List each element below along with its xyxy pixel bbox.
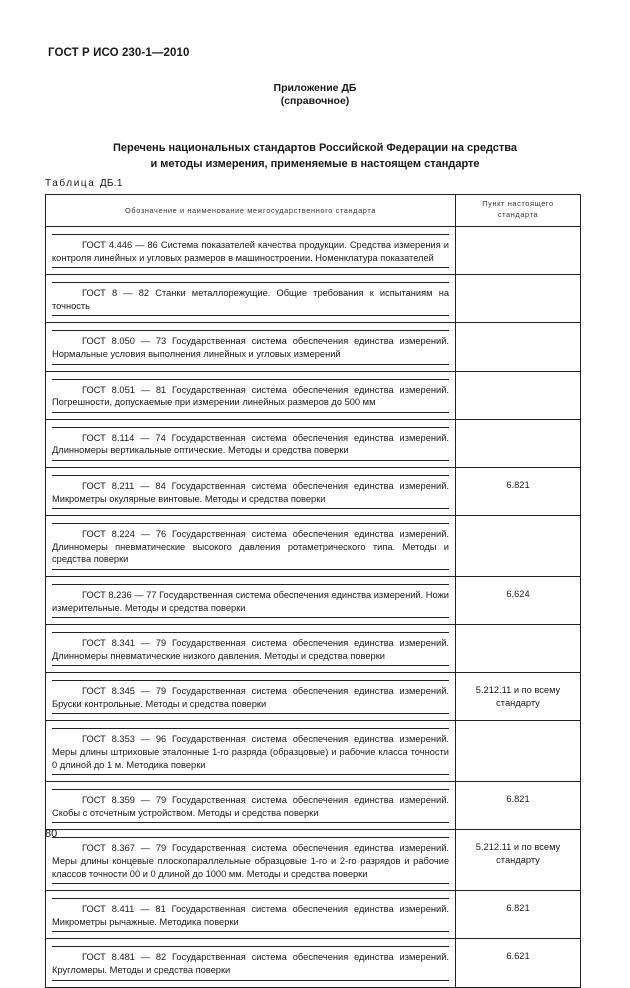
table-header-row xyxy=(46,195,581,227)
table-row xyxy=(46,939,581,987)
standard-text: ГОСТ 8.353 — 96 Государственная система обеспечения единства измерений. Меры длины штриховые эталонные 1-го разряда (образцовые) и рабочие класса точности 0 длиной до 1 м. Методика поверки xyxy=(52,734,449,770)
page-number: 80 xyxy=(45,828,58,840)
clause-cell: 6.821 xyxy=(456,891,581,939)
standard-text: ГОСТ 4.446 — 86 Система показателей качества продукции. Средства измерения и контроля линейных и угловых размеров в машиностроении. Номенклатура показателей xyxy=(52,240,449,263)
standard-text-box xyxy=(52,898,449,932)
clause-cell: 6.821 xyxy=(456,782,581,830)
standard-text: ГОСТ 8.345 — 79 Государственная система обеспечения единства измерений. Бруски контрольные. Методы и средства поверки xyxy=(52,686,449,709)
standard-text-box xyxy=(52,946,449,980)
standard-text: ГОСТ 8.481 — 82 Государственная система обеспечения единства измерений. Кругломеры. Методы и средства поверки xyxy=(52,952,449,975)
standard-cell xyxy=(46,275,456,323)
standard-text: ГОСТ 8.114 — 74 Государственная система обеспечения единства измерений. Длинномеры вертикальные оптические. Методы и средства поверки xyxy=(52,432,449,456)
standard-cell xyxy=(46,673,456,721)
table-row xyxy=(46,516,581,577)
standard-text: ГОСТ 8.236 — 77 Государственная система обеспечения единства измерений. Ножи измерительные. Методы и средства поверки xyxy=(52,589,449,613)
table-label-number: ДБ.1 xyxy=(99,178,123,189)
standard-cell xyxy=(46,721,456,782)
table-row xyxy=(46,891,581,939)
clause-cell: 5.212.11 и по всему стандарту xyxy=(456,830,581,891)
standard-cell xyxy=(46,830,456,891)
list-title-line-1: Перечень национальных стандартов Российской Федерации на средства xyxy=(112,142,518,154)
standard-cell xyxy=(46,625,456,673)
document-code: ГОСТ Р ИСО 230-1—2010 xyxy=(48,47,190,59)
standard-text-box xyxy=(52,837,449,884)
standard-cell xyxy=(46,939,456,987)
standard-text: ГОСТ 8.367 — 79 Государственная система обеспечения единства измерений. Меры длины концевые плоскопараллельные образцовые 1-го и 2-го разрядов и рабочие классов точности 00 и 0 длиной до 1000 мм. Методы и средства поверки xyxy=(52,843,449,879)
standard-text-box xyxy=(52,379,449,413)
clause-cell: 5.212.11 и по всему стандарту xyxy=(456,673,581,721)
standard-text-box xyxy=(52,427,449,461)
standard-text: ГОСТ 8.211 — 84 Государственная система обеспечения единства измерений. Микрометры окулярные винтовые. Методы и средства поверки xyxy=(52,480,449,504)
standard-cell xyxy=(46,891,456,939)
appendix-subtitle: (справочное) xyxy=(280,95,350,107)
appendix-heading xyxy=(0,82,630,108)
standard-text-box xyxy=(52,282,449,316)
table-row xyxy=(46,371,581,419)
clause-cell xyxy=(456,275,581,323)
standard-text-box xyxy=(52,728,449,775)
clause-cell: 6.621 xyxy=(456,939,581,987)
standards-table xyxy=(45,194,581,988)
standard-cell xyxy=(46,323,456,371)
clause-cell xyxy=(456,625,581,673)
table-label-word: Таблица xyxy=(45,178,96,189)
standard-text-box xyxy=(52,475,449,509)
table-row xyxy=(46,323,581,371)
clause-cell: 6.624 xyxy=(456,576,581,624)
standard-text: ГОСТ 8.050 — 73 Государственная система обеспечения единства измерений. Нормальные условия выполнения линейных и угловых измерений xyxy=(52,336,449,359)
standard-text-box xyxy=(52,632,449,666)
clause-cell xyxy=(456,516,581,577)
table-row xyxy=(46,227,581,275)
column-header-clause xyxy=(456,195,581,227)
column-header-clause-line-1: Пункт настоящего xyxy=(482,199,554,208)
standard-cell xyxy=(46,227,456,275)
standard-text: ГОСТ 8.359 — 79 Государственная система обеспечения единства измерений. Скобы с отсчетным устройством. Методы и средства поверки xyxy=(52,795,449,818)
table-row xyxy=(46,721,581,782)
standard-cell xyxy=(46,576,456,624)
appendix-title: Приложение ДБ xyxy=(273,82,357,94)
table-body xyxy=(46,227,581,988)
table-row xyxy=(46,576,581,624)
standard-text: ГОСТ 8.341 — 79 Государственная система обеспечения единства измерений. Длинномеры пневматические низкого давления. Методы и средства поверки xyxy=(52,638,449,661)
standard-text-box xyxy=(52,680,449,714)
standard-text: ГОСТ 8 — 82 Станки металлорежущие. Общие требования к испытаниям на точность xyxy=(52,288,449,311)
clause-cell xyxy=(456,419,581,467)
standard-text: ГОСТ 8.051 — 81 Государственная система обеспечения единства измерений. Погрешности, допускаемые при измерении линейных размеров до 500 мм xyxy=(52,384,449,408)
list-title-line-2: и методы измерения, применяемые в настоящем стандарте xyxy=(150,158,480,170)
standard-cell xyxy=(46,467,456,515)
standard-text: ГОСТ 8.224 — 76 Государственная система обеспечения единства измерений. Длинномеры пневматические высокого давления ротаметрического типа. Методы и средства поверки xyxy=(52,529,449,565)
table-row xyxy=(46,467,581,515)
standard-cell xyxy=(46,371,456,419)
column-header-standard: Обозначение и наименование межгосударственного стандарта xyxy=(46,195,456,227)
column-header-clause-line-2: стандарта xyxy=(497,210,539,219)
clause-cell: 6.821 xyxy=(456,467,581,515)
clause-cell xyxy=(456,323,581,371)
table-row xyxy=(46,782,581,830)
standard-text-box xyxy=(52,584,449,618)
table-row xyxy=(46,275,581,323)
standard-cell xyxy=(46,419,456,467)
table-label xyxy=(45,178,123,189)
list-title xyxy=(60,140,570,172)
standard-text-box xyxy=(52,523,449,570)
table-row xyxy=(46,673,581,721)
standard-text-box xyxy=(52,330,449,364)
standard-text-box xyxy=(52,234,449,268)
standard-cell xyxy=(46,782,456,830)
standard-text-box xyxy=(52,789,449,823)
standard-text: ГОСТ 8.411 — 81 Государственная система обеспечения единства измерений. Микрометры рычажные. Методика поверки xyxy=(52,904,449,927)
table-row xyxy=(46,625,581,673)
clause-cell xyxy=(456,721,581,782)
standard-cell xyxy=(46,516,456,577)
table-row xyxy=(46,419,581,467)
clause-cell xyxy=(456,371,581,419)
clause-cell xyxy=(456,227,581,275)
table-row xyxy=(46,830,581,891)
